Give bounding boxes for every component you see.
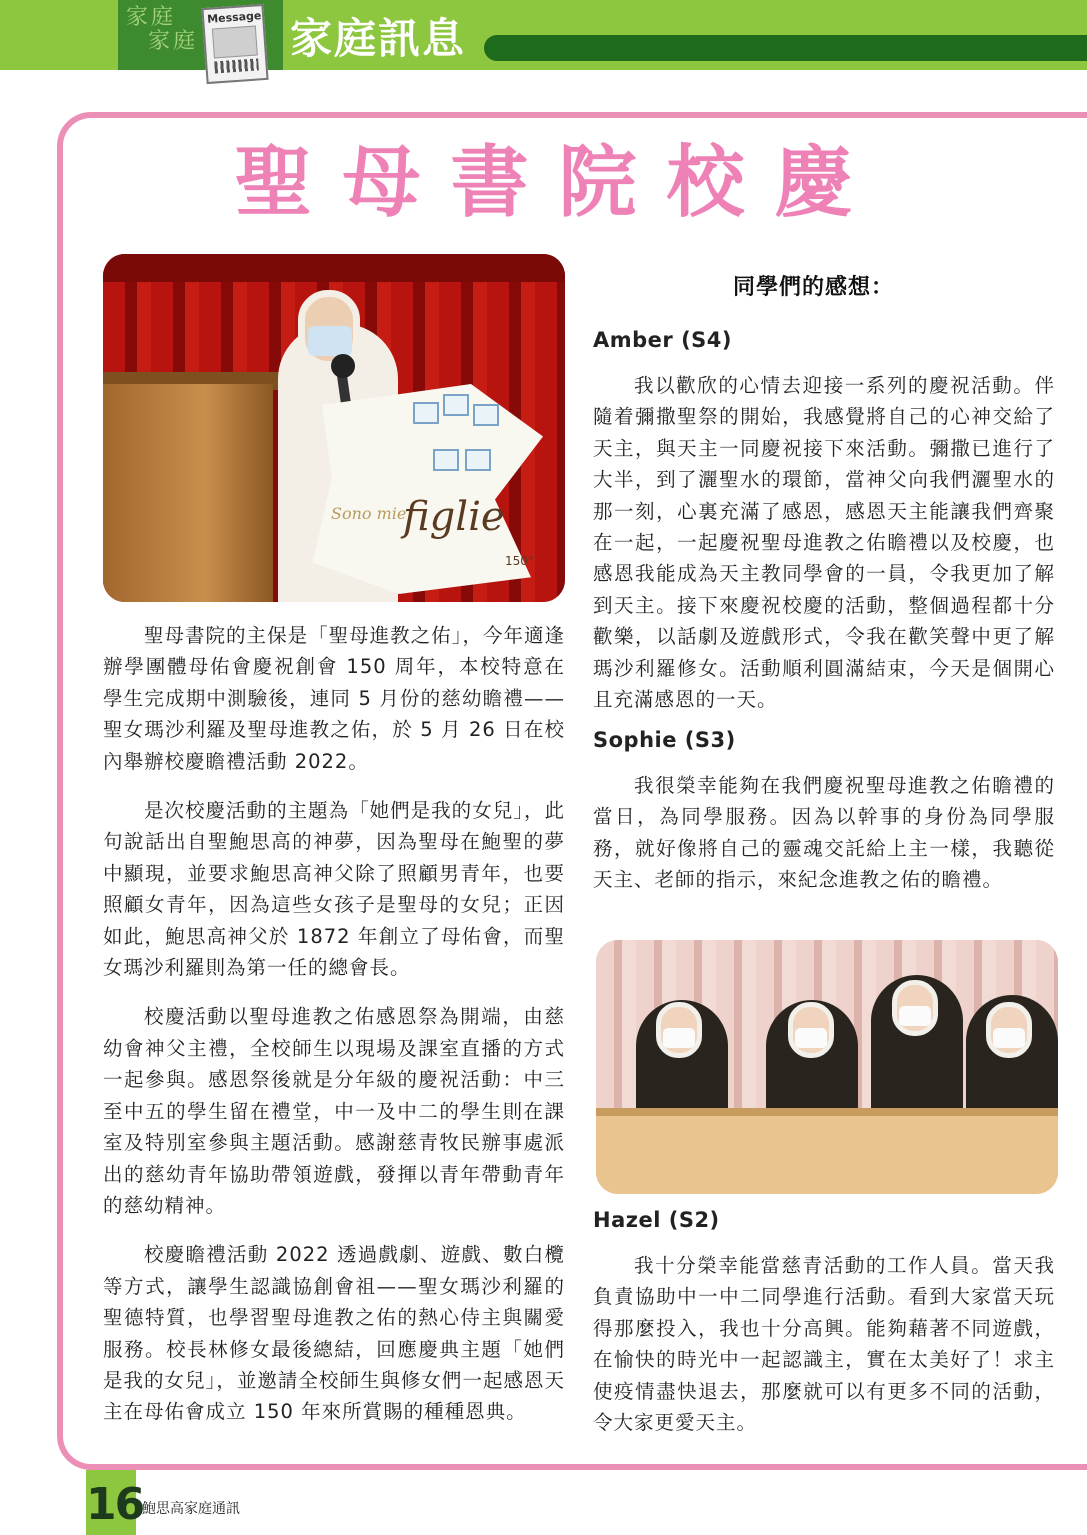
photo-speaker-at-podium — [103, 254, 565, 602]
banner-tile — [443, 394, 469, 416]
article-title: 聖母書院校慶 — [234, 138, 883, 228]
banner-tile — [473, 404, 499, 426]
page-number: 16 — [86, 1479, 144, 1530]
logo-text-line-1: 家庭 — [126, 5, 177, 30]
reflection-text: 我以歡欣的心情去迎接一系列的慶祝活動。伴隨着彌撒聖祭的開始，我感覺將自己的心神交給了天主，與天主一同慶祝接下來活動。彌撒已進行了大半，到了灑聖水的環節，當神父向我們灑聖水的那一刻，心裏充滿了感恩，感恩天主能讓我們齊聚在一起，一起慶祝聖母進教之佑瞻禮以及校慶，也感恩我能成為天主教同學會的一員，令我更加了解到天主。接下來慶祝校慶的活動，整個過程都十分歡樂，以話劇及遊戲形式，令我在歡笑聲中更了解瑪沙利羅修女。活動順利圓滿結束，今天是個開心且充滿感恩的一天。 — [593, 374, 1055, 712]
podium — [103, 384, 273, 602]
speaker-name: Hazel (S2) — [593, 1208, 720, 1232]
banner-tile — [465, 449, 491, 471]
article-body — [103, 620, 565, 1428]
reflections-heading: 同學們的感想： — [733, 275, 895, 300]
banner-tile — [413, 402, 439, 424]
reflection-text: 我十分榮幸能當慈青活動的工作人員。當天我負責協助中一中二同學進行活動。看到大家當天玩得那麼投入，我也十分高興。能夠藉著不同遊戲，在愉快的時光中一起認識主，實在太美好了！求主使疫情盡快退去，那麼就可以有更多不同的活動，令大家更愛天主。 — [593, 1254, 1055, 1435]
message-card-icon — [201, 4, 268, 84]
banner-number: 150° — [505, 554, 534, 568]
header-bar — [484, 35, 1087, 61]
banner-tile — [433, 449, 459, 471]
banner-small-text: Sono mie — [331, 504, 407, 523]
photo-student-drama — [596, 940, 1058, 1194]
publication-name: 鮑思高家庭通訊 — [142, 1501, 240, 1517]
section-title: 家庭訊息 — [290, 14, 467, 63]
speaker-name: Amber (S4) — [593, 328, 733, 352]
message-card-photo — [212, 26, 258, 59]
banner-script-text: figlie — [403, 494, 505, 540]
message-card-pattern — [214, 58, 259, 73]
logo-text-line-2: 家庭 — [148, 29, 199, 54]
article-paragraph: 校慶活動以聖母進教之佑感恩祭為開端，由慈幼會神父主禮，全校師生以現場及課室直播的方式一起參與。感恩祭後就是分年級的慶祝活動：中三至中五的學生留在禮堂，中一及中二的學生則在課室及特別室參與主題活動。感謝慈青牧民辦事處派出的慈幼青年協助帶領遊戲，發揮以青年帶動青年的慈幼精神。 — [103, 1005, 565, 1217]
stage-front — [596, 1108, 1058, 1194]
speaker-mask — [308, 326, 352, 356]
article-paragraph: 校慶瞻禮活動 2022 透過戲劇、遊戲、數白欖等方式，讓學生認識協創會祖——聖女瑪沙利羅的聖德特質，也學習聖母進教之佑的熱心侍主與關愛服務。校長林修女最後總結，回應慶典主題「她們是我的女兒」，並邀請全校師生與修女們一起感恩天主在母佑會成立 150 年來所賞賜的種種恩典。 — [103, 1243, 565, 1424]
article-paragraph: 是次校慶活動的主題為「她們是我的女兒」，此句說話出自聖鮑思高的神夢，因為聖母在鮑聖的夢中顯現，並要求鮑思高神父除了照顧男青年，也要照顧女青年，因為這些女孩子是聖母的女兒；正因如此，鮑思高神父於 1872 年創立了母佑會，而聖女瑪沙利羅則為第一任的總會長。 — [103, 799, 565, 980]
speaker-name: Sophie (S3) — [593, 728, 736, 752]
header-logo — [118, 0, 283, 70]
article-paragraph: 聖母書院的主保是「聖母進教之佑」，今年適逢辦學團體母佑會慶祝創會 150 周年，本校特意在學生完成期中測驗後，連同 5 月份的慈幼瞻禮——聖女瑪沙利羅及聖母進教之佑，於 5 月 26 日在校內舉辦校慶瞻禮活動 2022。 — [103, 624, 565, 773]
reflection-text: 我很榮幸能夠在我們慶祝聖母進教之佑瞻禮的當日，為同學服務。因為以幹事的身份為同學服務，就好像將自己的靈魂交託給上主一樣，我聽從天主、老師的指示，來紀念進教之佑的瞻禮。 — [593, 774, 1055, 892]
message-card-label: Message — [206, 9, 262, 26]
